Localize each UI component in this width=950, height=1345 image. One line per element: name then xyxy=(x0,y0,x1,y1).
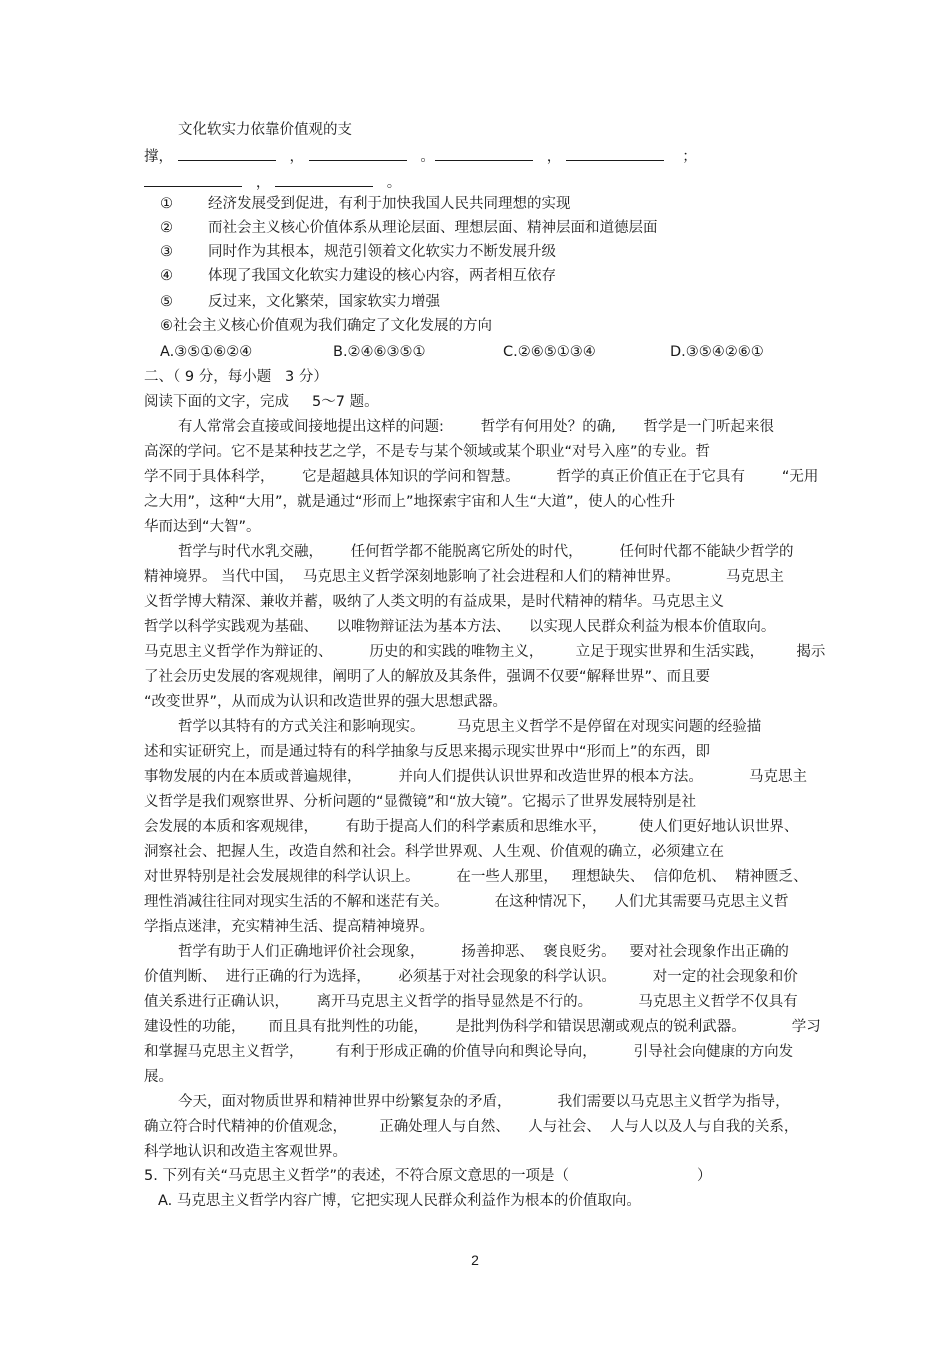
passage-line: 价值判断、 进行正确的行为选择， 必须基于对社会现象的科学认识。 对一定的社会现象和价 xyxy=(144,969,798,985)
passage-line: 哲学有助于人们正确地评价社会现象， 扬善抑恶、 褒良贬劣。 要对社会现象作出正确的 xyxy=(178,944,789,960)
passage-line: 精神境界。 当代中国， 马克思主义哲学深刻地影响了社会进程和人们的精神世界。 马克思主 xyxy=(144,569,784,585)
passage-line: 今天，面对物质世界和精神世界中纷繁复杂的矛盾， 我们需要以马克思主义哲学为指导， xyxy=(178,1094,790,1110)
passage-line: 之大用”，这种“大用”，就是通过“形而上”地探索宇宙和人生“大道”，使人的心性升 xyxy=(144,494,676,510)
sep-period: 。 xyxy=(420,149,435,165)
passage-line: 学不同于具体科学， 它是超越具体知识的学问和智慧。 哲学的真正价值正在于它具有 “无用 xyxy=(144,469,819,485)
intro-line-1: 文化软实力依靠价值观的支 xyxy=(178,122,352,138)
answer-d[interactable]: D.③⑤④②⑥① xyxy=(670,344,764,360)
section-instruction: 阅读下面的文字，完成 5～7 题。 xyxy=(144,394,379,410)
blank-5[interactable] xyxy=(144,172,242,187)
passage-line: 有人常常会直接或间接地提出这样的问题: 哲学有何用处？的确, 哲学是一门听起来很 xyxy=(178,419,775,435)
passage-line: 建设性的功能， 而且具有批判性的功能， 是批判伪科学和错误思潮或观点的锐利武器。 学习 xyxy=(144,1019,821,1035)
question-5-close: ） xyxy=(697,1168,712,1184)
passage-line: 理性消减往往同对现实生活的不解和迷茫有关。 在这种情况下， 人们尤其需要马克思主义哲 xyxy=(144,894,789,910)
sep-comma: ， xyxy=(255,175,271,191)
blank-2[interactable] xyxy=(309,146,407,161)
answer-c[interactable]: C.②⑥⑤①③④ xyxy=(503,344,596,360)
passage-line: 华而达到“大智”。 xyxy=(144,519,261,535)
passage-line: 哲学以其特有的方式关注和影响现实。 马克思主义哲学不是停留在对现实问题的经验描 xyxy=(178,719,762,735)
passage-line: 值关系进行正确认识， 离开马克思主义哲学的指导显然是不行的。 马克思主义哲学不仅具有 xyxy=(144,994,798,1010)
passage-line: 述和实证研究上，而是通过特有的科学抽象与反思来揭示现实世界中“形而上”的东西，即 xyxy=(144,744,711,760)
sep-period: 。 xyxy=(386,175,402,191)
passage-line: 科学地认识和改造主客观世界。 xyxy=(144,1144,347,1160)
option-text: 反过来，文化繁荣，国家软实力增强 xyxy=(208,294,440,310)
section-heading: 二、（ 9 分，每小题 3 分） xyxy=(144,369,328,385)
intro-start-text: 撑， xyxy=(144,149,173,165)
option-text: 而社会主义核心价值体系从理论层面、理想层面、精神层面和道德层面 xyxy=(208,220,658,236)
answer-b[interactable]: B.②④⑥③⑤① xyxy=(333,344,426,360)
option-num: ⑤ xyxy=(160,294,173,310)
blank-3[interactable] xyxy=(435,146,533,161)
option-num: ① xyxy=(160,196,173,212)
passage-line: 展。 xyxy=(144,1069,173,1085)
sep-comma: ， xyxy=(546,149,562,165)
blank-6[interactable] xyxy=(275,172,373,187)
answer-a[interactable]: A.③⑤①⑥②④ xyxy=(160,344,253,360)
passage-line: 会发展的本质和客观规律， 有助于提高人们的科学素质和思维水平， 使人们更好地认识世界、 xyxy=(144,819,799,835)
intro-line-3 xyxy=(144,172,401,193)
passage-line: 对世界特别是社会发展规律的科学认识上。 在一些人那里， 理想缺失、 信仰危机、 精神匮乏、 xyxy=(144,869,808,885)
passage-line: 事物发展的内在本质或普遍规律， 并向人们提供认识世界和改造世界的根本方法。 马克思主 xyxy=(144,769,807,785)
passage-line: 确立符合时代精神的价值观念， 正确处理人与自然、 人与社会、 人与人以及人与自我的关系， xyxy=(144,1119,799,1135)
sep-semicolon: ； xyxy=(682,149,697,165)
passage-line: 义哲学博大精深、兼收并蓄，吸纳了人类文明的有益成果，是时代精神的精华。马克思主义 xyxy=(144,594,724,610)
passage-line: 高深的学问。它不是某种技艺之学，不是专与某个领域或某个职业“对号入座”的专业。哲 xyxy=(144,444,711,460)
page-number: 2 xyxy=(471,1252,479,1268)
passage-line: 洞察社会、把握人生，改造自然和社会。科学世界观、人生观、价值观的确立，必须建立在 xyxy=(144,844,724,860)
passage-line: 学指点迷津，充实精神生活、提高精神境界。 xyxy=(144,919,434,935)
option-text: ⑥社会主义核心价值观为我们确定了文化发展的方向 xyxy=(160,318,492,334)
question-5-option-a[interactable]: A. 马克思主义哲学内容广博，它把实现人民群众利益作为根本的价值取向。 xyxy=(158,1193,641,1209)
option-text: 经济发展受到促进，有利于加快我国人民共同理想的实现 xyxy=(208,196,571,212)
option-num: ③ xyxy=(160,244,173,260)
sep-comma: ， xyxy=(289,149,304,165)
option-text: 同时作为其根本，规范引领着文化软实力不断发展升级 xyxy=(208,244,556,260)
passage-line: 哲学与时代水乳交融， 任何哲学都不能脱离它所处的时代， 任何时代都不能缺少哲学的 xyxy=(178,544,794,560)
passage-line: 马克思主义哲学作为辩证的、 历史的和实践的唯物主义， 立足于现实世界和生活实践， 揭示 xyxy=(144,644,826,660)
option-num: ② xyxy=(160,220,173,236)
blank-1[interactable] xyxy=(178,146,276,161)
option-text: 体现了我国文化软实力建设的核心内容，两者相互依存 xyxy=(208,268,556,284)
question-5-stem: 5. 下列有关“马克思主义哲学”的表述，不符合原文意思的一项是（ xyxy=(144,1168,569,1184)
passage-line: 哲学以科学实践观为基础、 以唯物辩证法为基本方法、 以实现人民群众利益为根本价值取向。 xyxy=(144,619,776,635)
blank-4[interactable] xyxy=(566,146,664,161)
passage-line: “改变世界”，从而成为认识和改造世界的强大思想武器。 xyxy=(144,694,508,710)
passage-line: 义哲学是我们观察世界、分析问题的“显微镜”和“放大镜”。它揭示了世界发展特别是社 xyxy=(144,794,697,810)
option-num: ④ xyxy=(160,268,173,284)
intro-line-2 xyxy=(144,146,697,167)
passage-line: 了社会历史发展的客观规律，阐明了人的解放及其条件，强调不仅要“解释世界”、而且要 xyxy=(144,669,711,685)
passage-line: 和掌握马克思主义哲学， 有利于形成正确的价值导向和舆论导向， 引导社会向健康的方向发 xyxy=(144,1044,794,1060)
